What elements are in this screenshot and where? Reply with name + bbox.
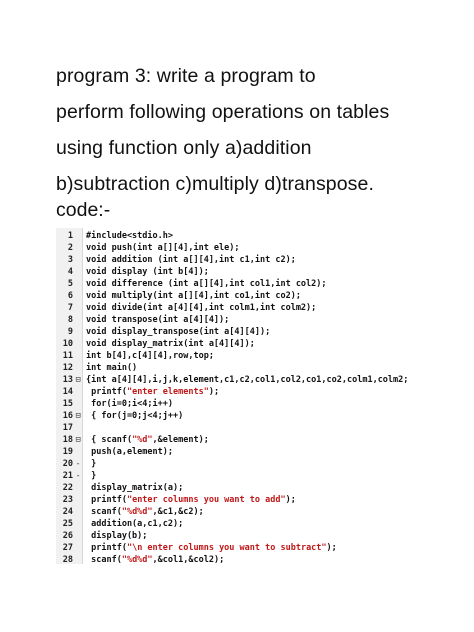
line-number: 20 [62, 459, 73, 469]
code-line [56, 314, 416, 326]
string-literal: "%d" [132, 435, 153, 445]
code-text [86, 410, 183, 422]
code-token: {int a[4][4],i,j,k,element,c1,c2,col1,col2,co1,co2,colm1,colm2; [86, 375, 409, 385]
string-literal: "%d%d" [121, 555, 153, 564]
code-text [86, 350, 214, 362]
code-token: scanf( [86, 507, 122, 517]
code-token: printf( [86, 495, 127, 505]
code-text [86, 302, 316, 314]
code-token: ,&col1,&col2); [152, 555, 225, 564]
code-token: } [86, 471, 97, 481]
code-text [86, 434, 209, 446]
code-text [86, 482, 183, 494]
code-token: printf( [86, 543, 127, 553]
code-text [86, 230, 173, 242]
code-token: void difference (int a[][4],int col1,int col2); [86, 279, 327, 289]
line-number: 4 [67, 267, 73, 277]
line-number: 21 [62, 471, 73, 481]
code-text [86, 386, 219, 398]
code-token: push(a,element); [86, 447, 173, 457]
code-line [56, 542, 416, 554]
code-line [56, 350, 416, 362]
code-text [86, 278, 327, 290]
line-number: 14 [62, 387, 73, 397]
code-token: void transpose(int a[4][4]); [86, 315, 230, 325]
code-line [56, 506, 416, 518]
code-line [56, 530, 416, 542]
line-number: 22 [62, 483, 73, 493]
code-line [56, 302, 416, 314]
string-literal: "enter elements" [126, 387, 209, 397]
code-text [86, 362, 137, 374]
code-text [86, 374, 408, 386]
code-text [86, 242, 240, 254]
code-line [56, 470, 416, 482]
line-number: 19 [62, 447, 73, 457]
assignment-heading [56, 58, 466, 202]
line-number: 8 [67, 315, 73, 325]
code-text [86, 470, 96, 482]
line-number: 2 [67, 243, 73, 253]
code-line [56, 398, 416, 410]
line-number: 17 [62, 423, 73, 433]
code-line [56, 422, 416, 434]
code-token: ,&element); [152, 435, 209, 445]
code-token: void addition (int a[][4],int c1,int c2); [86, 255, 296, 265]
code-line [56, 494, 416, 506]
code-text [86, 290, 301, 302]
code-text [86, 266, 209, 278]
code-line [56, 410, 416, 422]
line-number: 13 [62, 375, 73, 385]
code-text [86, 254, 296, 266]
code-screenshot [56, 228, 416, 564]
code-line [56, 386, 416, 398]
code-text [86, 518, 183, 530]
line-number: 5 [67, 279, 73, 289]
code-text [86, 542, 337, 554]
code-text [86, 506, 204, 518]
code-line [56, 362, 416, 374]
code-line [56, 458, 416, 470]
line-number: 26 [62, 531, 73, 541]
code-text [86, 398, 173, 410]
line-number: 16 [62, 411, 73, 421]
code-token: scanf( [86, 555, 122, 564]
code-token: ); [285, 495, 296, 505]
line-number: 11 [62, 351, 73, 361]
code-line [56, 554, 416, 564]
code-text [86, 326, 270, 338]
line-number: 3 [67, 255, 73, 265]
code-line [56, 254, 416, 266]
line-number: 10 [62, 339, 73, 349]
code-token: display(b); [86, 531, 148, 541]
code-token: void divide(int a[4][4],int colm1,int colm2); [86, 303, 317, 313]
code-token: ,&c1,&c2); [152, 507, 204, 517]
line-number: 6 [67, 291, 73, 301]
code-token: for(i=0;i<4;i++) [86, 399, 173, 409]
code-line [56, 518, 416, 530]
code-token: { for(j=0;j<4;j++) [86, 411, 184, 421]
line-number: 27 [62, 543, 73, 553]
code-line [56, 230, 416, 242]
code-token: void display_matrix(int a[4][4]); [86, 339, 255, 349]
heading-line: program 3: write a program to [56, 65, 316, 87]
line-number: 9 [67, 327, 73, 337]
code-line [56, 278, 416, 290]
string-literal: "enter columns you want to add" [126, 495, 286, 505]
code-line [56, 242, 416, 254]
code-text [86, 494, 296, 506]
line-number: 25 [62, 519, 73, 529]
code-token: addition(a,c1,c2); [86, 519, 184, 529]
code-token: display_matrix(a); [86, 483, 184, 493]
line-number: 1 [67, 231, 73, 241]
code-line [56, 326, 416, 338]
code-token: printf( [86, 387, 127, 397]
code-line [56, 434, 416, 446]
code-token: int main() [86, 363, 138, 373]
code-text [86, 530, 147, 542]
line-number: 18 [62, 435, 73, 445]
code-text [86, 458, 96, 470]
code-line [56, 482, 416, 494]
heading-line: using function only a)addition [56, 137, 312, 159]
code-label: code:- [56, 199, 111, 221]
code-token: } [86, 459, 97, 469]
line-number: 15 [62, 399, 73, 409]
fold-toggle-icon[interactable]: ⊟ [75, 375, 81, 385]
fold-toggle-icon[interactable]: ⊟ [75, 435, 81, 445]
heading-line: b)subtraction c)multiply d)transpose. [56, 173, 374, 195]
code-text [86, 314, 229, 326]
code-line [56, 374, 416, 386]
code-text [86, 554, 224, 564]
heading-line: perform following operations on tables [56, 101, 390, 123]
string-literal: "%d%d" [121, 507, 153, 517]
fold-end-icon: - [75, 459, 81, 469]
line-number: 7 [67, 303, 73, 313]
code-token: void push(int a[][4],int ele); [86, 243, 240, 253]
fold-end-icon: - [75, 471, 81, 481]
string-literal: "\n enter columns you want to subtract" [126, 543, 327, 553]
line-number: 28 [62, 555, 73, 564]
code-line [56, 338, 416, 350]
code-token: void multiply(int a[][4],int co1,int co2); [86, 291, 301, 301]
code-token: { scanf( [86, 435, 133, 445]
code-text [86, 338, 255, 350]
code-line [56, 290, 416, 302]
code-token: ); [326, 543, 337, 553]
code-token: int b[4],c[4][4],row,top; [86, 351, 214, 361]
code-token: #include<stdio.h> [86, 231, 173, 241]
line-number: 12 [62, 363, 73, 373]
code-token: void display (int b[4]); [86, 267, 209, 277]
line-number: 23 [62, 495, 73, 505]
code-line [56, 446, 416, 458]
fold-toggle-icon[interactable]: ⊟ [75, 411, 81, 421]
code-text [86, 446, 173, 458]
code-token: ); [208, 387, 220, 397]
code-token: void display_transpose(int a[4][4]); [86, 327, 271, 337]
code-line [56, 266, 416, 278]
line-number: 24 [62, 507, 73, 517]
